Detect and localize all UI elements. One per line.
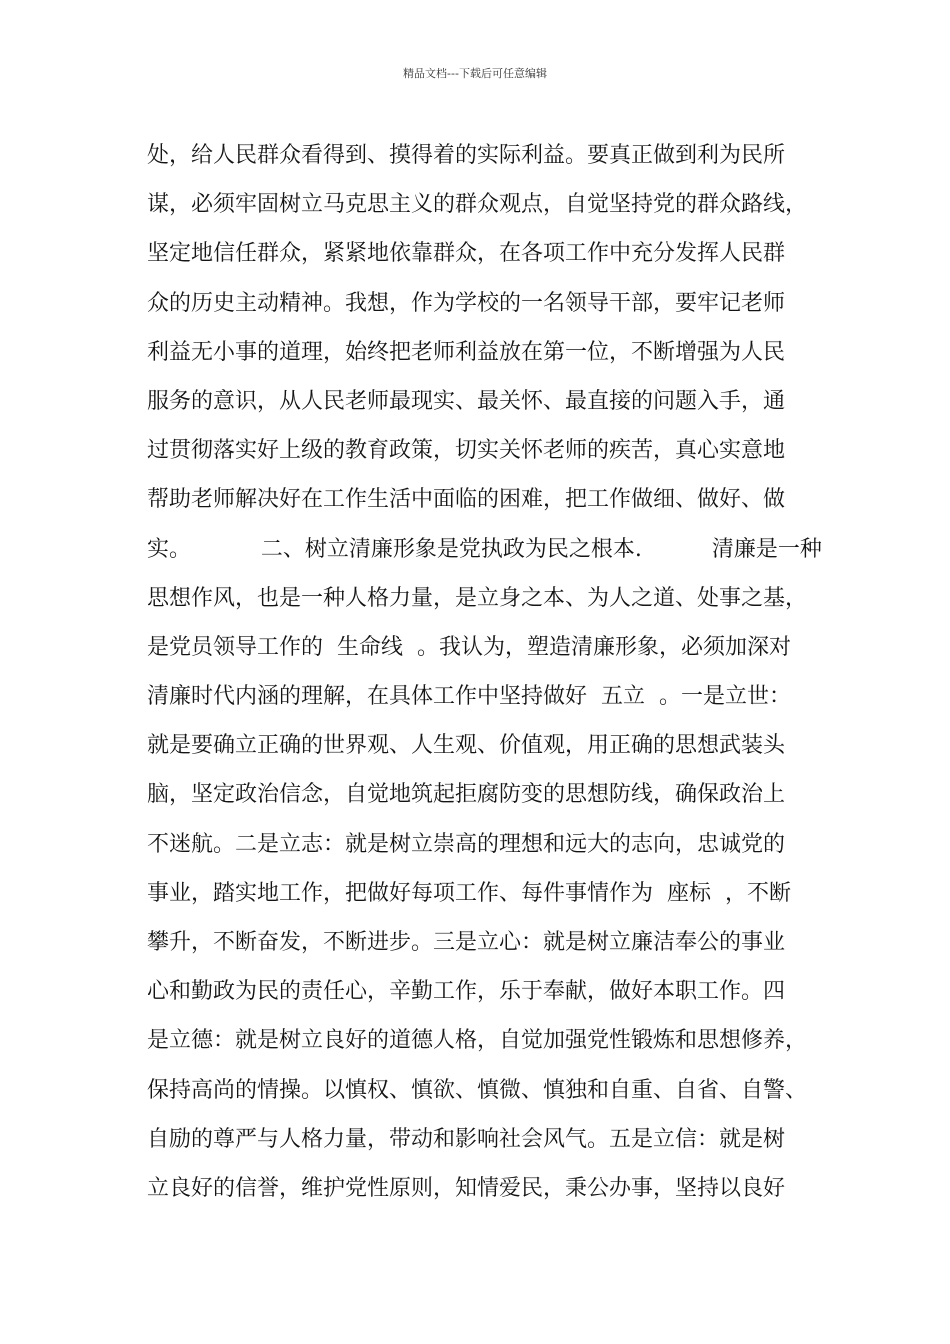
section-heading-line: 实。 二、树立清廉形象是党执政为民之根本. 清廉是一种 bbox=[147, 536, 822, 562]
paragraph-line: 立良好的信誉，维护党性原则，知情爱民，秉公办事，坚持以良好 bbox=[147, 1175, 786, 1201]
paragraph-line: 过贯彻落实好上级的教育政策，切实关怀老师的疾苦，真心实意地 bbox=[147, 438, 786, 464]
paragraph-line: 处，给人民群众看得到、摸得着的实际利益。要真正做到利为民所 bbox=[147, 143, 786, 168]
paragraph-line: 事业，踏实地工作，把做好每项工作、每件事情作为 座标 ，不断 bbox=[147, 880, 791, 906]
paragraph-line: 保持高尚的情操。以慎权、慎欲、慎微、慎独和自重、自省、自警、 bbox=[147, 1077, 808, 1103]
paragraph-line: 谋，必须牢固树立马克思主义的群众观点，自觉坚持党的群众路线， bbox=[147, 192, 808, 218]
paragraph-line: 是党员领导工作的 生命线 。我认为，塑造清廉形象，必须加深对 bbox=[147, 634, 791, 660]
paragraph-line: 自励的尊严与人格力量，带动和影响社会风气。五是立信：就是树 bbox=[147, 1126, 786, 1152]
paragraph-line: 不迷航。二是立志：就是树立崇高的理想和远大的志向，忠诚党的 bbox=[147, 831, 786, 857]
paragraph-line: 攀升，不断奋发，不断进步。三是立心：就是树立廉洁奉公的事业 bbox=[147, 930, 786, 955]
paragraph-line: 思想作风，也是一种人格力量，是立身之本、为人之道、处事之基， bbox=[147, 585, 808, 611]
paragraph-line: 服务的意识，从人民老师最现实、最关怀、最直接的问题入手，通 bbox=[147, 388, 786, 414]
paragraph-line: 是立德：就是树立良好的道德人格，自觉加强党性锻炼和思想修养， bbox=[147, 1028, 808, 1054]
paragraph-line: 清廉时代内涵的理解，在具体工作中坚持做好 五立 。一是立世： bbox=[147, 684, 791, 710]
paragraph-line: 就是要确立正确的世界观、人生观、价值观，用正确的思想武装头 bbox=[147, 733, 786, 759]
paragraph-line: 众的历史主动精神。我想，作为学校的一名领导干部，要牢记老师 bbox=[147, 290, 786, 316]
paragraph-line: 利益无小事的道理，始终把老师利益放在第一位，不断增强为人民 bbox=[147, 339, 786, 365]
paragraph-line: 心和勤政为民的责任心，辛勤工作，乐于奉献，做好本职工作。四 bbox=[147, 979, 786, 1005]
paragraph-line: 帮助老师解决好在工作生活中面临的困难，把工作做细、做好、做 bbox=[147, 487, 786, 513]
paragraph-line: 脑，坚定政治信念，自觉地筑起拒腐防变的思想防线，确保政治上 bbox=[147, 782, 786, 808]
document-body bbox=[147, 131, 847, 1213]
page-header: 精品文档---下载后可任意编辑 bbox=[403, 67, 547, 80]
paragraph-line: 坚定地信任群众，紧紧地依靠群众，在各项工作中充分发挥人民群 bbox=[147, 241, 786, 267]
